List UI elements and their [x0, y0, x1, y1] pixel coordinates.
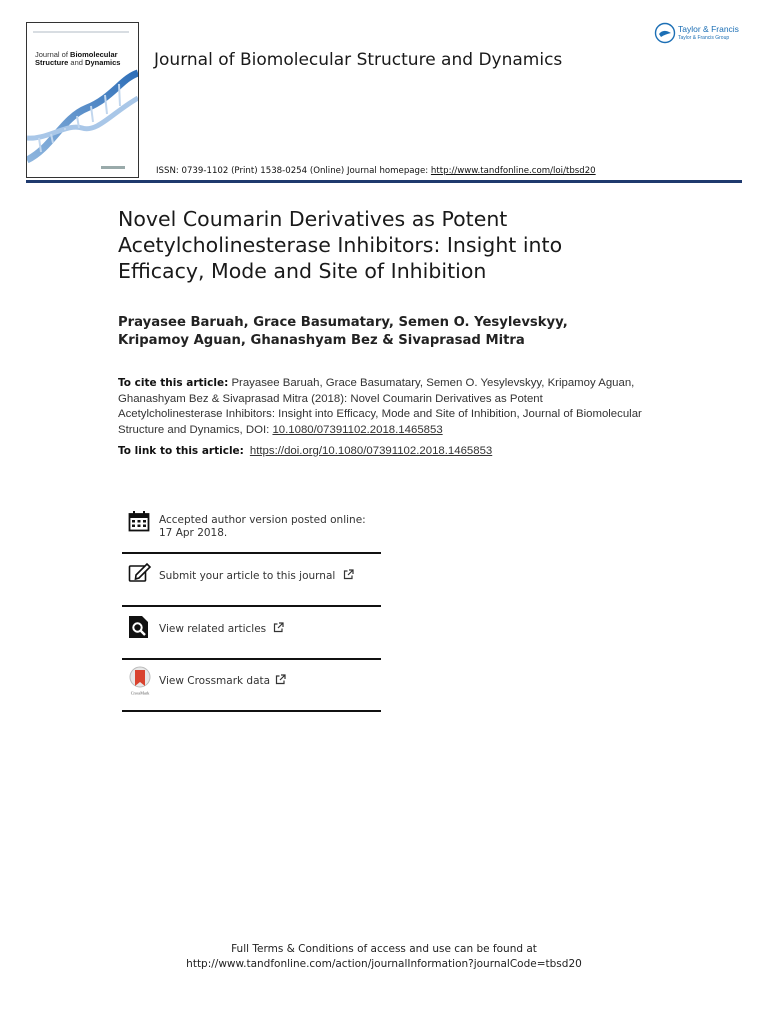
- publisher-name: Taylor & Francis: [678, 24, 739, 34]
- citation-block: [118, 376, 648, 438]
- crossmark-icon-text: CrossMark: [130, 690, 150, 696]
- issn-line: [156, 166, 596, 176]
- cover-top-band: [33, 31, 129, 33]
- taylor-francis-icon: [654, 22, 676, 44]
- article-authors: Prayasee Baruah, Grace Basumatary, Semen O. Yesylevskyy, Kripamoy Aguan, Ghanashyam Bez & Sivaprasad Mitra: [118, 315, 568, 348]
- cover-title-line2: Structure and Dynamics: [35, 58, 121, 67]
- external-link-icon: [343, 569, 354, 580]
- actions-divider: [122, 552, 381, 554]
- submit-article-link[interactable]: Submit your article to this journal: [159, 569, 354, 583]
- header-divider: [26, 180, 742, 183]
- article-title: Novel Coumarin Derivatives as Potent Acetylcholinesterase Inhibitors: Insight into Efficacy, Mode and Site of Inhibition: [118, 207, 563, 283]
- crossmark-row[interactable]: [122, 666, 381, 702]
- issn-text: ISSN: 0739-1102 (Print) 1538-0254 (Online) Journal homepage:: [156, 166, 431, 176]
- document-search-icon: [128, 615, 150, 639]
- crossmark-icon: [126, 666, 154, 696]
- article-link-block: [118, 445, 648, 457]
- dna-helix-graphic: [27, 68, 138, 168]
- related-articles-link[interactable]: View related articles: [159, 622, 284, 636]
- accepted-date-row: [122, 508, 381, 544]
- external-link-icon: [273, 622, 284, 633]
- terms-footer: [0, 942, 768, 972]
- journal-cover-image: [26, 22, 139, 178]
- actions-divider: [122, 710, 381, 712]
- actions-divider: [122, 658, 381, 660]
- article-link-label: To link to this article:: [118, 445, 244, 457]
- article-doi-link[interactable]: https://doi.org/10.1080/07391102.2018.1465853: [249, 445, 493, 457]
- footer-line1: Full Terms & Conditions of access and use can be found at: [231, 943, 537, 955]
- cover-title-line1: Journal of Biomolecular: [35, 50, 118, 59]
- actions-divider: [122, 605, 381, 607]
- journal-homepage-link[interactable]: http://www.tandfonline.com/loi/tbsd20: [430, 166, 596, 176]
- external-link-icon: [275, 674, 286, 685]
- footer-terms-link[interactable]: http://www.tandfonline.com/action/journalInformation?journalCode=tbsd20: [186, 958, 582, 970]
- crossmark-link[interactable]: View Crossmark data: [159, 674, 286, 688]
- calendar-icon: [128, 510, 150, 532]
- citation-doi-link[interactable]: 10.1080/07391102.2018.1465853: [272, 423, 443, 436]
- edit-icon: [128, 562, 152, 584]
- publisher-subname: Taylor & Francis Group: [678, 35, 730, 41]
- journal-title: Journal of Biomolecular Structure and Dynamics: [154, 50, 563, 70]
- related-articles-row[interactable]: [122, 613, 381, 649]
- citation-label: To cite this article:: [118, 377, 229, 389]
- cover-publisher-mark: [101, 166, 125, 169]
- submit-article-row[interactable]: [122, 560, 381, 596]
- publisher-logo[interactable]: [654, 22, 739, 48]
- citation-text: Prayasee Baruah, Grace Basumatary, Semen O. Yesylevskyy, Kripamoy Aguan, Ghanashyam Bez & Sivaprasad Mitra (2018): Novel Coumarin Derivatives as Potent Acetylcholinesterase Inhibitors: Insight into Efficacy, Mode and Site of Inhibition, Journal of Biomolecular Structure and Dynamics, DOI:: [118, 377, 642, 436]
- accepted-date-text: Accepted author version posted online: 17 Apr 2018.: [159, 514, 366, 539]
